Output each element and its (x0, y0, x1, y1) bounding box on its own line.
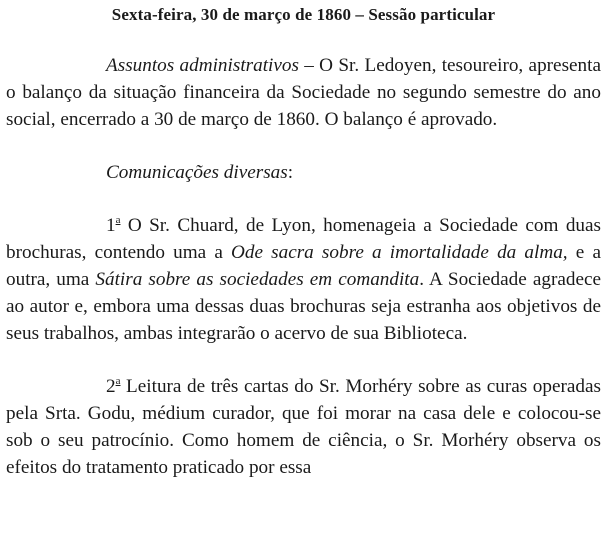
item-1-title-ode: Ode sacra sobre a imortalidade da alma, (231, 242, 568, 263)
item-1-ordinal: a (115, 213, 121, 226)
item-1-text-b: e a outra, uma (6, 242, 601, 290)
item-2-ordinal: a (115, 374, 121, 387)
session-heading: Sexta-feira, 30 de março de 1860 – Sessão particular (111, 5, 496, 24)
paragraph-administrative-matters (6, 52, 601, 133)
item-1-text-a: O Sr. Chuard, de Lyon, homenageia a Sociedade com duas brochuras, contendo uma a (6, 215, 601, 263)
various-communications-colon: : (287, 162, 294, 183)
topic-various-communications: Comunicações diversas (106, 162, 288, 183)
item-2-number: 2 (106, 376, 116, 397)
item-1-text-c: . A Sociedade agradece ao autor e, embora uma dessas duas brochuras seja estranha aos objetivos de seus trabalhos, ambas integrarão o acervo de sua Biblioteca. (6, 269, 601, 344)
paragraph-item-2 (6, 373, 601, 481)
administrative-matters-text: – O Sr. Ledoyen, tesoureiro, apresenta o balanço da situação financeira da Sociedade no segundo semestre do ano social, encerrado a 30 de março de 1860. O balanço é aprovado. (6, 55, 601, 130)
topic-administrative-matters: Assuntos administrativos (106, 55, 299, 76)
paragraph-various-communications (6, 159, 601, 186)
item-1-number: 1 (106, 215, 116, 236)
item-2-text: Leitura de três cartas do Sr. Morhéry sobre as curas operadas pela Srta. Godu, médium curador, que foi morar na casa dele e colocou-se sob o seu patrocínio. Como homem de ciência, o Sr. Morhéry observa os efeitos do tratamento praticado por essa (6, 376, 601, 478)
paragraph-item-1 (6, 212, 601, 347)
item-1-title-satira: Sátira sobre as sociedades em comandita (95, 269, 420, 290)
